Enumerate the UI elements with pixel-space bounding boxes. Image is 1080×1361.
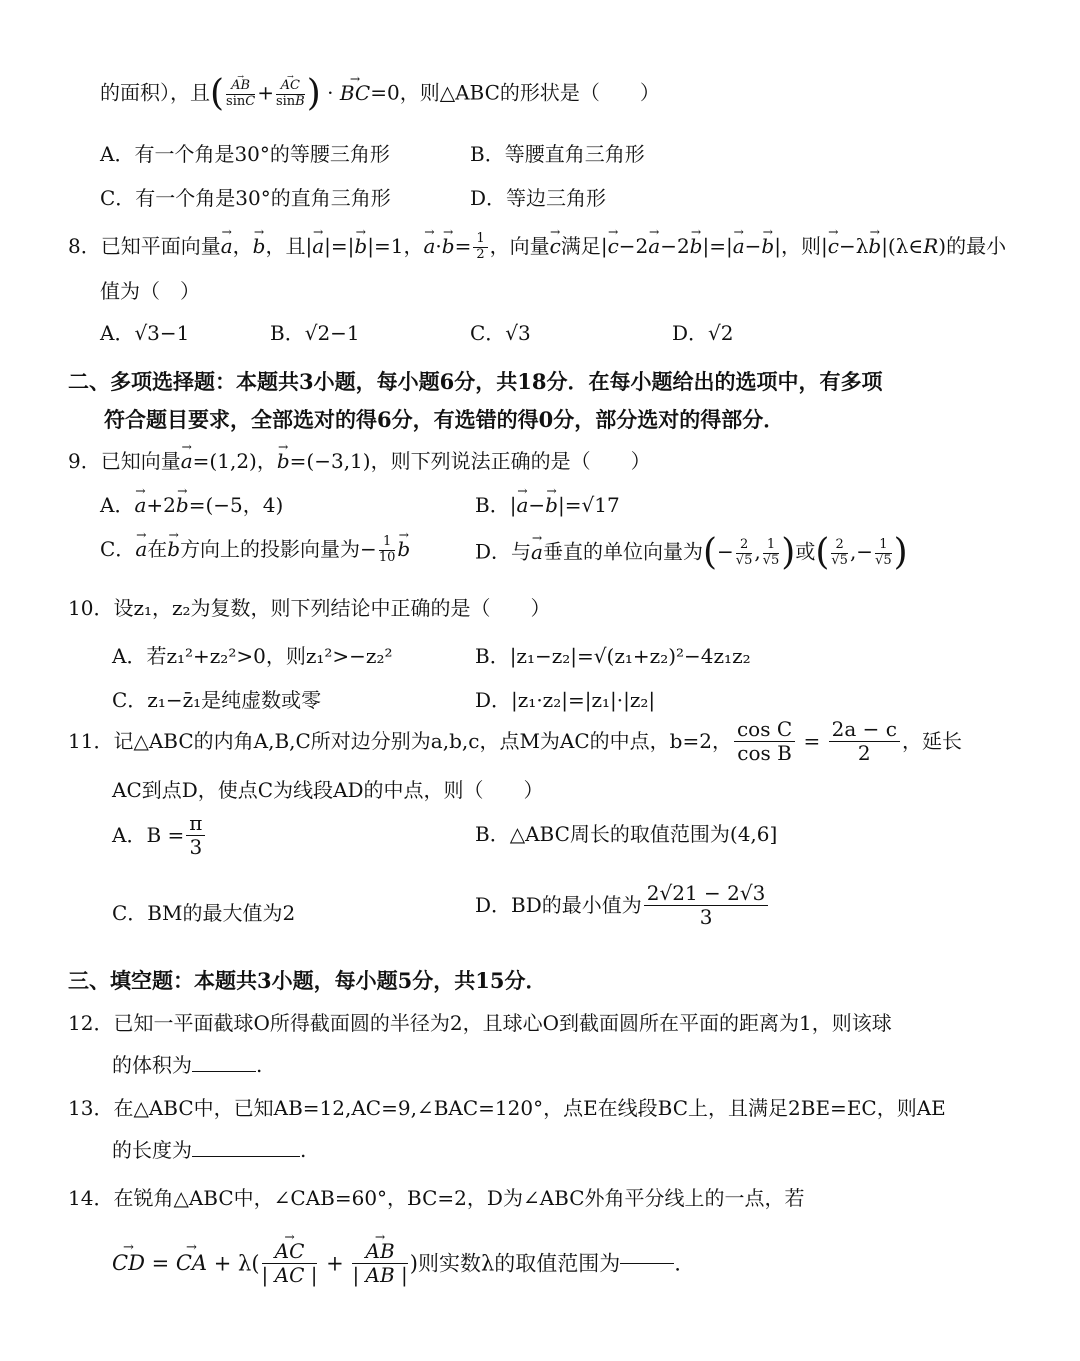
q12-answer-blank[interactable]	[192, 1071, 256, 1072]
q13-stem-line2: 的长度为 .	[112, 1138, 307, 1162]
q7-option-b: B．等腰直角三角形	[470, 142, 645, 166]
q8-stem-line2: 值为（ ）	[100, 279, 200, 303]
section3-heading: 三、填空题：本题共3小题，每小题5分，共15分．	[68, 968, 547, 993]
q11-option-b: B．△ABC周长的取值范围为(4,6]	[475, 822, 778, 846]
q10-option-c: C．z₁−z̄₁是纯虚数或零	[112, 688, 322, 712]
q10-option-b: B．|z₁−z₂|=√(z₁+z₂)²−4z₁z₂	[475, 644, 751, 668]
q10-stem: 10．设z₁，z₂为复数，则下列结论中正确的是（ ）	[68, 596, 551, 620]
q8-stem: 8．已知平面向量→ a，→ b，且|→ a|=|→ b|=1，→ a·→ b= $\frac{1}{2}$ ，向量→ c满足|→ c−2→ a−2→ b|=|→ a−→ b|，则|→ c−λ→ b|(λ∈R)的最小	[68, 232, 1006, 263]
q7-frac-ab-sinc: → $\frac{AB}{\sin C}$	[226, 79, 255, 110]
q11-option-d: D．BD的最小值为 $\frac{2√21 - 2√3}{3}$	[475, 882, 770, 929]
q14-stem: 14．在锐角△ABC中，∠CAB=60°，BC=2，D为∠ABC外角平分线上的一点，若	[68, 1186, 805, 1210]
q8-option-c: C．√3	[470, 321, 531, 345]
q9-option-d: D．与→ a垂直的单位向量为(− $\frac{2}{√5}$ , $\frac{1}{√5}$ )或( $\frac{2}{√5}$ ,− $\frac{1}{√5}$ )	[475, 535, 908, 571]
q9-option-b: B．|→ a−→ b|=√17	[475, 494, 620, 517]
q7-option-a: A．有一个角是30°的等腰三角形	[100, 142, 390, 166]
q8-option-b: B．√2−1	[270, 321, 360, 345]
q7-frac-ac-sinb: → $\frac{AC}{\sin B}$	[276, 79, 305, 110]
q9-option-a: A．→ a+2→ b=(−5，4)	[100, 494, 283, 517]
q7-option-c: C．有一个角是30°的直角三角形	[100, 186, 391, 210]
q11-stem: 11．记△ABC的内角A,B,C所对边分别为a,b,c，点M为AC的中点，b=2， $\frac{\text{cos C}}{\text{cos B}}$ = $\frac{2a - c}{2}$ ，延长	[68, 717, 962, 765]
q9-option-c: C．→ a在→ b方向上的投影向量为− $\frac{1}{10}$ → b	[100, 535, 410, 566]
q13-answer-blank[interactable]	[192, 1156, 300, 1157]
q14-formula: → CD = → CA + λ( → $\frac{AC}{| AC |}$ + → $\frac{AB}{| AB |}$ )则实数λ的取值范围为 .	[112, 1240, 681, 1287]
q8-option-a: A．√3−1	[100, 321, 190, 345]
q11-option-c: C．BM的最大值为2	[112, 901, 296, 925]
q12-stem: 12．已知一平面截球O所得截面圆的半径为2，且球心O到截面圆所在平面的距离为1，则该球	[68, 1011, 892, 1035]
q11-frac-cos: $\frac{\text{cos C}}{\text{cos B}}$	[734, 718, 795, 765]
section2-heading: 二、多项选择题：本题共3小题，每小题6分，共18分．在每小题给出的选项中，有多项	[68, 369, 883, 394]
q11-frac-2a-c: $\frac{2a - c}{2}$	[829, 718, 900, 765]
q11-stem-line2: AC到点D，使点C为线段AD的中点，则（ ）	[112, 778, 544, 802]
q8-option-d: D．√2	[672, 321, 734, 345]
section2-heading-line2: 符合题目要求，全部选对的得6分，有选错的得0分，部分选对的得部分．	[104, 407, 785, 432]
q10-option-d: D．|z₁·z₂|=|z₁|·|z₂|	[475, 688, 656, 712]
q10-option-a: A．若z₁²+z₂²>0，则z₁²>−z₂²	[112, 644, 393, 668]
q7-stem-continuation: 的面积），且( → $\frac{AB}{\sin C}$ + → $\frac{AC}{\sin B}$ ) · → BC=0，则△ABC的形状是（ ）	[100, 76, 660, 112]
q11-option-a: A．B = $\frac{\pi}{3}$	[112, 812, 207, 859]
q7-vector-bc: → BC	[340, 82, 370, 105]
q14-answer-blank[interactable]	[620, 1263, 674, 1264]
q13-stem: 13．在△ABC中，已知AB=12,AC=9,∠BAC=120°，点E在线段BC上，且满足2BE=EC，则AE	[68, 1096, 946, 1120]
q7-option-d: D．等边三角形	[470, 186, 607, 210]
q12-stem-line2: 的体积为 .	[112, 1053, 263, 1077]
q9-stem: 9．已知向量→ a=(1,2)，→ b=(−3,1)，则下列说法正确的是（ ）	[68, 450, 651, 473]
